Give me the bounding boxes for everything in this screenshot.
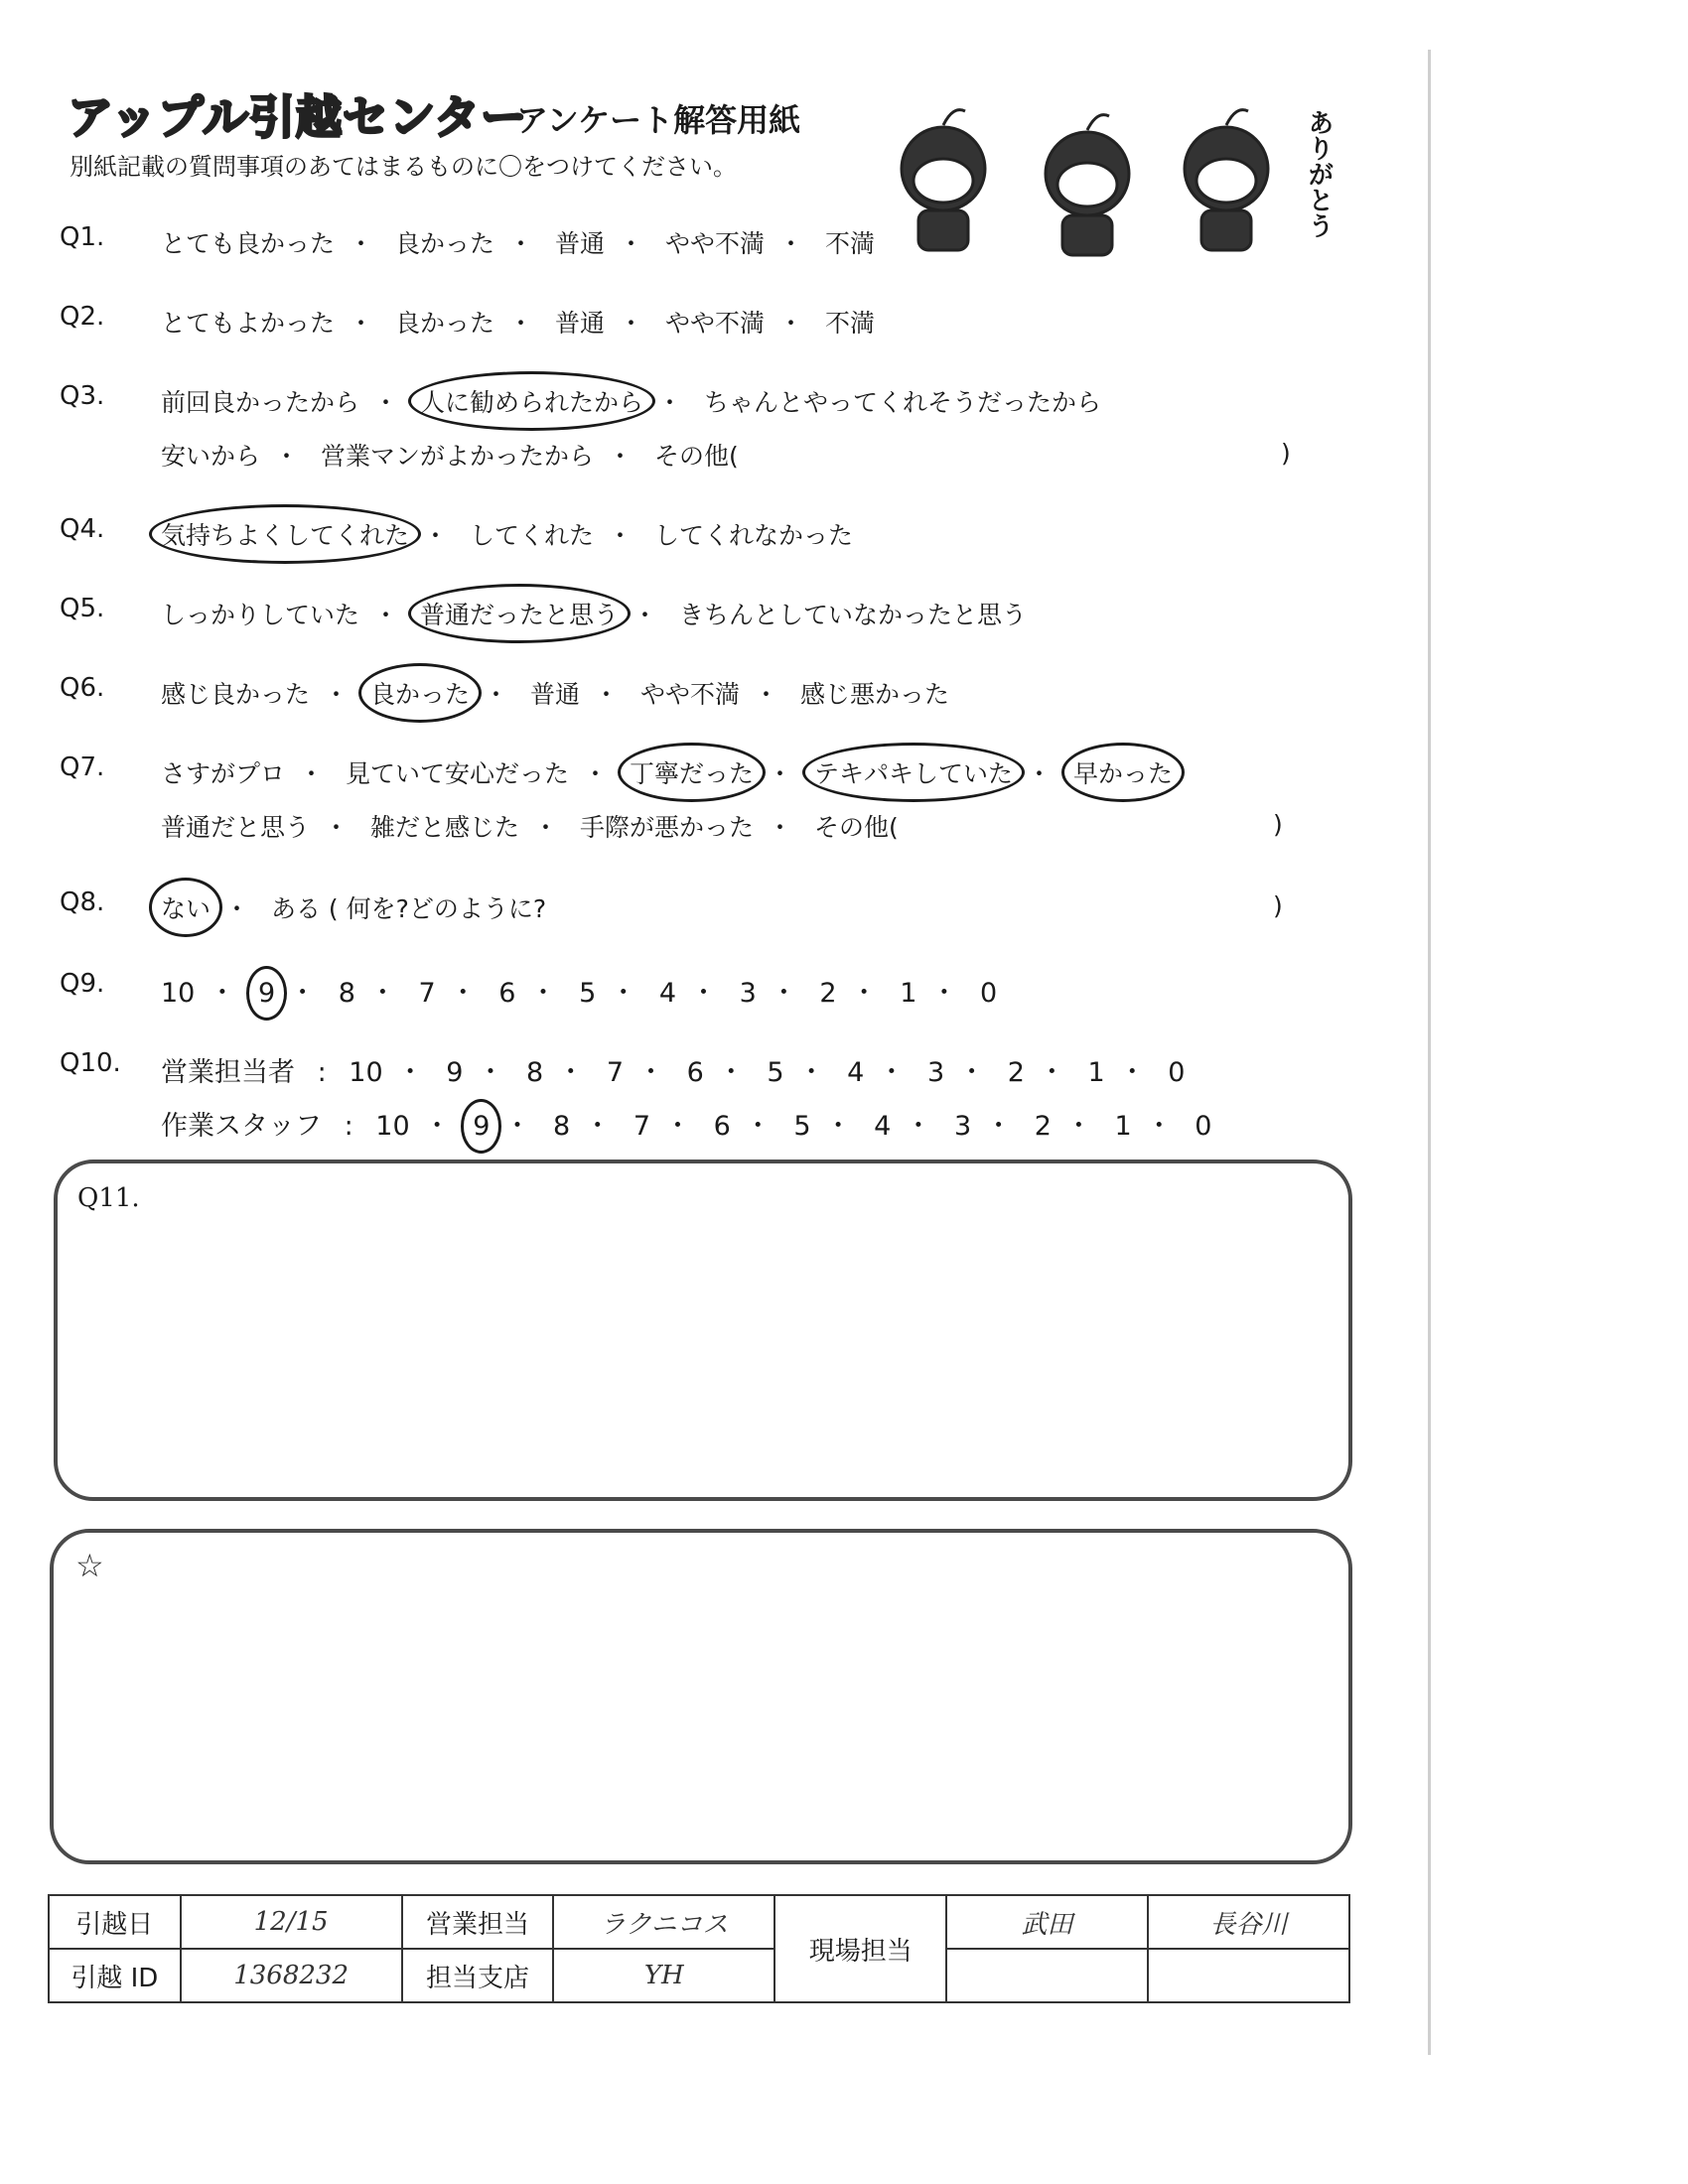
q6-options: 感じ良かった ・ 良かった ・ 普通 ・ やや不満 ・ 感じ悪かった: [161, 675, 949, 711]
q1-options: とても良かった ・ 良かった ・ 普通 ・ やや不満 ・ 不満: [161, 224, 875, 260]
q3-paren-close: ): [1281, 439, 1291, 468]
branch-value[interactable]: YH: [553, 1949, 774, 2002]
q10-staff-score-selected[interactable]: 9: [473, 1111, 491, 1142]
site-value-2[interactable]: 長谷川: [1148, 1895, 1349, 1949]
q10-staff-score[interactable]: 5: [793, 1111, 811, 1142]
q10-colon: :: [317, 1057, 327, 1088]
q11-label: Q11.: [77, 1183, 140, 1213]
q10-label: Q10.: [60, 1048, 121, 1078]
q10-colon: :: [344, 1111, 353, 1142]
q7-option[interactable]: 普通だと思う: [161, 813, 311, 842]
q10-staff-score[interactable]: 7: [633, 1111, 650, 1142]
branch-label: 担当支店: [402, 1949, 554, 2002]
q9-score-selected[interactable]: 9: [257, 978, 276, 1009]
q6-option[interactable]: やや不満: [639, 680, 740, 709]
q10-sales-score[interactable]: 8: [526, 1057, 544, 1088]
q10-sales-score[interactable]: 0: [1168, 1057, 1186, 1088]
q7-option-selected[interactable]: テキパキしていた: [814, 754, 1013, 790]
sales-value[interactable]: ラクニコス: [553, 1895, 774, 1949]
q10-staff-score[interactable]: 0: [1195, 1111, 1212, 1142]
sales-label: 営業担当: [402, 1895, 554, 1949]
move-date-value[interactable]: 12/15: [181, 1895, 402, 1949]
q5-option-selected[interactable]: 普通だったと思う: [420, 596, 619, 631]
site-empty-cell[interactable]: [946, 1949, 1148, 2002]
q6-option[interactable]: 感じ悪かった: [799, 680, 949, 709]
q10-sales-score[interactable]: 7: [606, 1057, 624, 1088]
q10-sales-score[interactable]: 5: [767, 1057, 784, 1088]
q8-option[interactable]: ある ( 何を?どのように?: [270, 894, 547, 923]
move-id-label: 引越 ID: [49, 1949, 181, 2002]
q7-paren-close: ): [1273, 810, 1283, 839]
q9-score[interactable]: 6: [498, 978, 516, 1009]
q7-option[interactable]: 手際が悪かった: [579, 813, 754, 842]
q4-option[interactable]: してくれた: [469, 521, 594, 550]
q3-option[interactable]: ちゃんとやってくれそうだったから: [703, 388, 1101, 417]
q6-option[interactable]: 感じ良かった: [161, 680, 311, 709]
q6-label: Q6.: [60, 673, 105, 703]
q9-score[interactable]: 4: [658, 978, 677, 1009]
q9-score[interactable]: 10: [161, 978, 196, 1009]
q10-staff-score[interactable]: 2: [1034, 1111, 1052, 1142]
q9-score[interactable]: 2: [819, 978, 837, 1009]
q1-option[interactable]: 不満: [824, 229, 875, 258]
q9-scale: 10 ・ 9 ・ 8 ・ 7 ・ 6 ・ 5 ・ 4 ・ 3 ・ 2 ・ 1 ・ 0: [161, 978, 998, 1009]
q8-label: Q8.: [60, 887, 105, 917]
q9-label: Q9.: [60, 969, 105, 999]
q10-staff-label: 作業スタッフ: [161, 1111, 322, 1142]
q10-staff-score[interactable]: 3: [953, 1111, 972, 1142]
mascot-illustration: [874, 99, 1331, 268]
q10-sales-score[interactable]: 3: [926, 1057, 945, 1088]
q7-option[interactable]: 雑だと感じた: [369, 813, 519, 842]
q5-option[interactable]: しっかりしていた: [161, 601, 360, 629]
q10-staff-scale: 作業スタッフ : 10 ・ 9 ・ 8 ・ 7 ・ 6 ・ 5 ・ 4 ・ 3 ・ 2 ・ 1 ・ 0: [161, 1111, 1212, 1142]
q7-options-line1: さすがプロ ・ 見ていて安心だった ・ 丁寧だった ・ テキパキしていた ・ 早かった: [161, 754, 1173, 790]
q8-options: ない ・ ある ( 何を?どのように?: [161, 889, 546, 925]
q5-options: しっかりしていた ・ 普通だったと思う ・ きちんとしていなかったと思う: [161, 596, 1027, 631]
q10-staff-score[interactable]: 1: [1114, 1111, 1132, 1142]
q10-sales-score[interactable]: 4: [847, 1057, 865, 1088]
q7-option-other[interactable]: その他(: [813, 813, 899, 842]
q4-option-selected[interactable]: 気持ちよくしてくれた: [161, 516, 409, 552]
footer-info-table: [48, 1894, 1350, 2003]
q1-option[interactable]: 良かった: [394, 229, 494, 258]
q1-option[interactable]: やや不満: [664, 229, 765, 258]
q6-option[interactable]: 普通: [529, 680, 580, 709]
form-subtitle: アンケート解答用紙: [516, 101, 801, 139]
q2-option[interactable]: やや不満: [664, 309, 765, 338]
q1-option[interactable]: とても良かった: [161, 229, 336, 258]
q3-option[interactable]: 安いから: [161, 442, 261, 471]
mascot-icon: [902, 110, 985, 250]
q1-option[interactable]: 普通: [554, 229, 605, 258]
q9-score[interactable]: 5: [579, 978, 597, 1009]
q2-option[interactable]: 良かった: [394, 309, 494, 338]
q10-staff-score[interactable]: 8: [553, 1111, 571, 1142]
q4-option[interactable]: してくれなかった: [653, 521, 853, 550]
q9-score[interactable]: 1: [900, 978, 917, 1009]
q10-sales-score[interactable]: 2: [1007, 1057, 1025, 1088]
q9-score[interactable]: 8: [338, 978, 355, 1009]
q2-label: Q2.: [60, 302, 105, 332]
q2-option[interactable]: とてもよかった: [161, 309, 336, 338]
q1-label: Q1.: [60, 222, 105, 252]
move-date-label: 引越日: [49, 1895, 181, 1949]
q4-label: Q4.: [60, 514, 105, 544]
mascot-icon: [1046, 115, 1129, 255]
q8-option-selected[interactable]: ない: [161, 889, 211, 925]
star-icon: ☆: [75, 1547, 104, 1584]
mascot-icon: [1185, 110, 1268, 250]
q3-options-line1: 前回良かったから ・ 人に勧められたから ・ ちゃんとやってくれそうだったから: [161, 383, 1101, 419]
q3-option[interactable]: 営業マンがよかったから: [320, 442, 594, 471]
site-label: 現場担当: [774, 1895, 946, 2002]
q7-option[interactable]: さすがプロ: [161, 759, 286, 788]
site-value-1[interactable]: 武田: [946, 1895, 1148, 1949]
q9-score[interactable]: 7: [418, 978, 436, 1009]
q10-sales-label: 営業担当者: [161, 1057, 295, 1088]
q3-label: Q3.: [60, 381, 105, 411]
q7-options-line2: 普通だと思う ・ 雑だと感じた ・ 手際が悪かった ・ その他(: [161, 808, 899, 844]
q5-label: Q5.: [60, 594, 105, 623]
q3-option[interactable]: 前回良かったから: [161, 388, 360, 417]
q11-comment-box[interactable]: [54, 1160, 1352, 1501]
q10-sales-scale: 営業担当者 : 10 ・ 9 ・ 8 ・ 7 ・ 6 ・ 5 ・ 4 ・ 3 ・ 2 ・ 1 ・ 0: [161, 1057, 1186, 1088]
instructions: 別紙記載の質問事項のあてはまるものに〇をつけてください。: [70, 153, 737, 181]
q3-option-other[interactable]: その他(: [653, 442, 739, 471]
q4-options: 気持ちよくしてくれた ・ してくれた ・ してくれなかった: [161, 516, 853, 552]
q8-paren-close: ): [1273, 891, 1283, 920]
q7-option-selected[interactable]: 丁寧だった: [630, 754, 754, 790]
q10-sales-score[interactable]: 10: [349, 1057, 383, 1088]
page-edge: [1428, 50, 1431, 2055]
q2-option[interactable]: 普通: [554, 309, 605, 338]
q6-option-selected[interactable]: 良かった: [370, 675, 470, 711]
q7-option[interactable]: 見ていて安心だった: [345, 759, 569, 788]
q2-options: とてもよかった ・ 良かった ・ 普通 ・ やや不満 ・ 不満: [161, 304, 875, 340]
brand-logo: アップル引越センター: [68, 90, 528, 144]
q7-label: Q7.: [60, 752, 105, 782]
q7-option-selected[interactable]: 早かった: [1073, 754, 1173, 790]
q10-sales-score[interactable]: 9: [446, 1057, 464, 1088]
q10-sales-score[interactable]: 1: [1087, 1057, 1105, 1088]
move-id-value[interactable]: 1368232: [181, 1949, 402, 2002]
q5-option[interactable]: きちんとしていなかったと思う: [678, 601, 1027, 629]
q3-options-line2: 安いから ・ 営業マンがよかったから ・ その他(: [161, 437, 739, 473]
q2-option[interactable]: 不満: [824, 309, 875, 338]
q10-staff-score[interactable]: 4: [874, 1111, 892, 1142]
q9-score[interactable]: 3: [739, 978, 757, 1009]
site-empty-cell[interactable]: [1148, 1949, 1349, 2002]
mascot-text: ありがとう: [1304, 109, 1334, 238]
q9-score[interactable]: 0: [979, 978, 998, 1009]
q10-sales-score[interactable]: 6: [686, 1057, 704, 1088]
star-comment-box[interactable]: [50, 1529, 1352, 1864]
q3-option-selected[interactable]: 人に勧められたから: [420, 383, 643, 419]
q10-staff-score[interactable]: 10: [375, 1111, 410, 1142]
q10-staff-score[interactable]: 6: [713, 1111, 731, 1142]
